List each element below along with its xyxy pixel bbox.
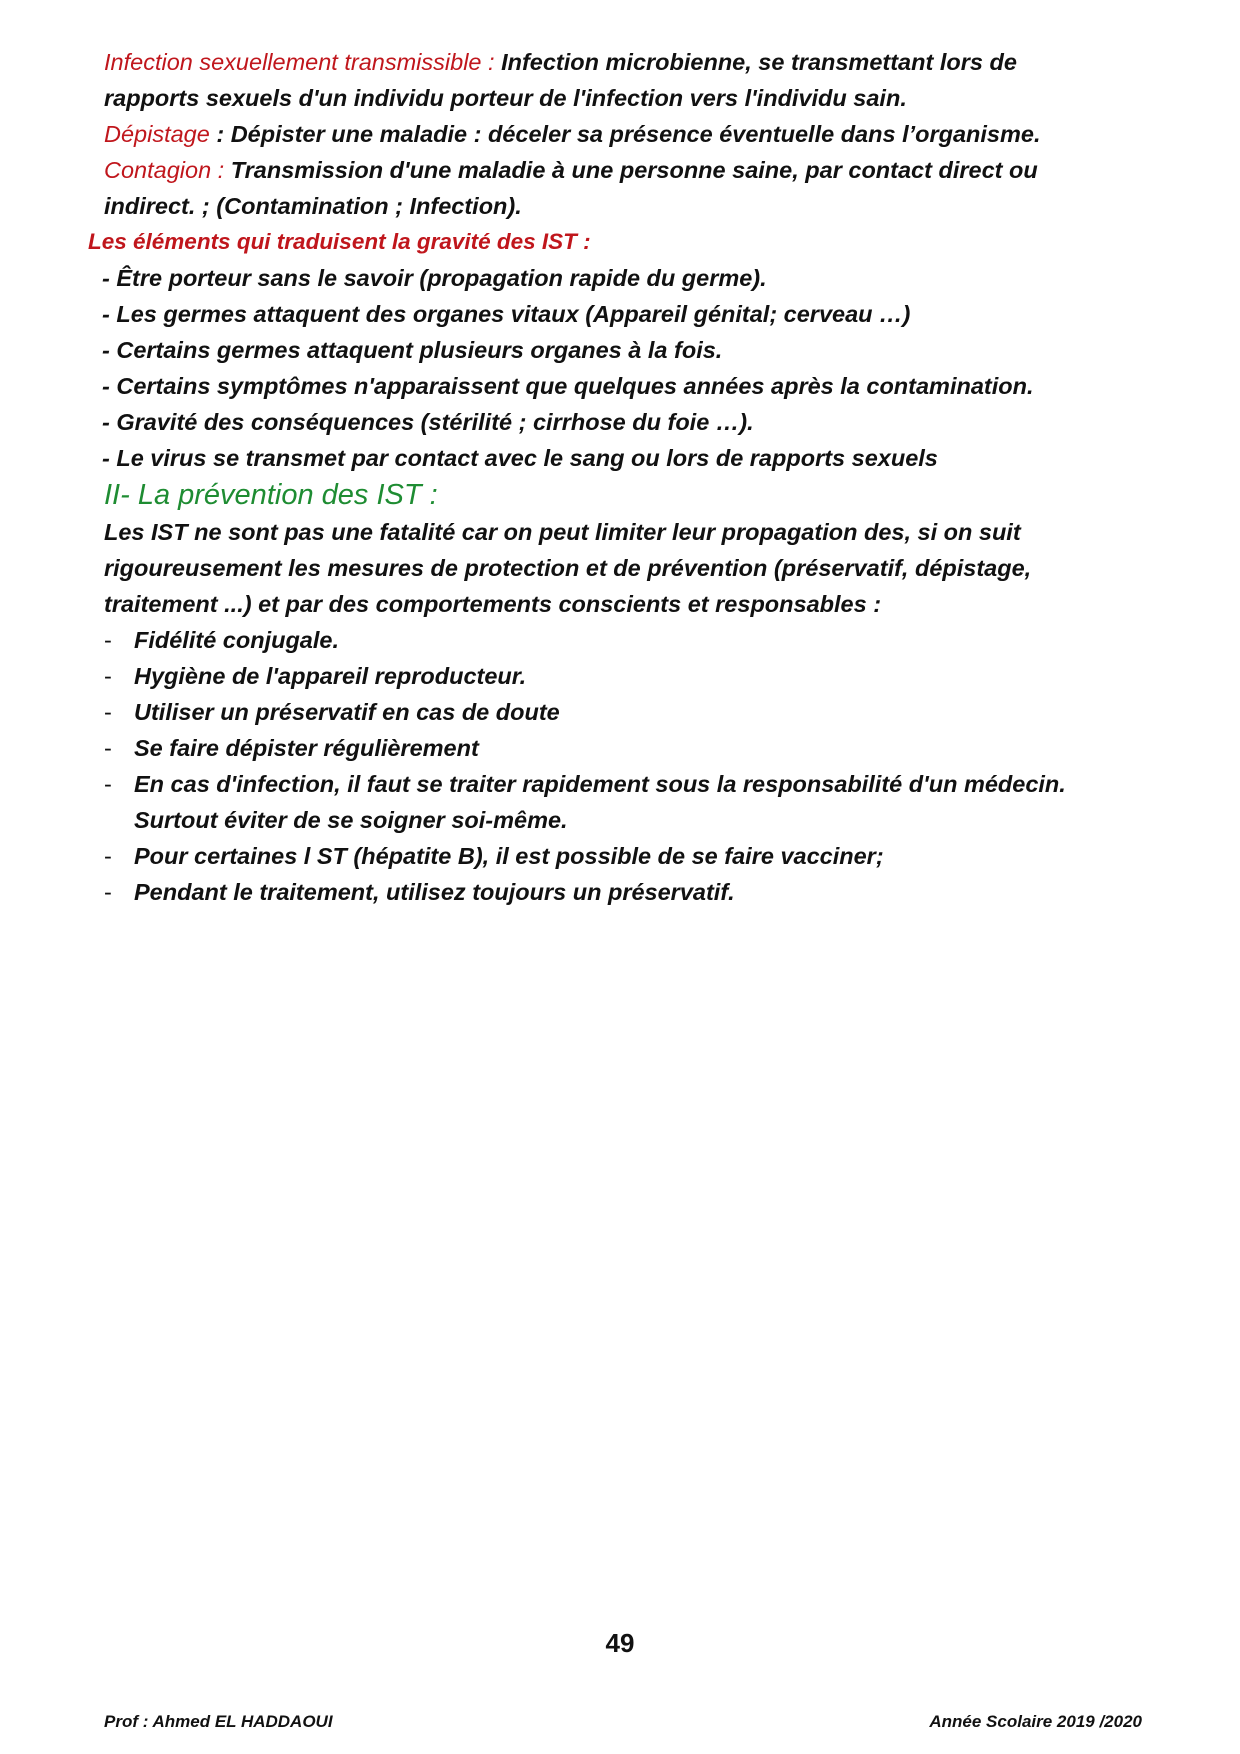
gravite-item: - Certains germes attaquent plusieurs organes à la fois. [102,337,723,363]
definition-text: : Dépister une maladie : déceler sa présence éventuelle dans l’organisme. [209,121,1041,147]
prevention-intro-line: rigoureusement les mesures de protection et de prévention (préservatif, dépistage, [104,555,1032,581]
prevention-item-text: Pendant le traitement, utilisez toujours un préservatif. [134,879,735,905]
footer-author: Prof : Ahmed EL HADDAOUI [104,1712,333,1731]
bullet-dash: - [104,699,112,725]
prevention-item-text: En cas d'infection, il faut se traiter rapidement sous la responsabilité d'un médecin. [134,771,1066,797]
definition-text: Transmission d'une maladie à une personne saine, par contact direct ou [224,157,1038,183]
prevention-item [0,838,1240,874]
prevention-item-text: Hygiène de l'appareil reproducteur. [134,663,527,689]
definition-text: rapports sexuels d'un individu porteur de l'infection vers l'individu sain. [104,85,907,111]
prevention-intro-line: traitement ...) et par des comportements conscients et responsables : [104,591,882,617]
prevention-item-text: Pour certaines l ST (hépatite B), il est possible de se faire vacciner; [134,843,884,869]
prevention-intro-line: Les IST ne sont pas une fatalité car on peut limiter leur propagation des, si on suit [104,519,1021,545]
prevention-item [0,622,1240,658]
prevention-item-text: Fidélité conjugale. [134,627,340,653]
bullet-dash: - [104,735,112,761]
prevention-item [0,694,1240,730]
section-title-prevention: II- La prévention des IST : [104,479,438,511]
prevention-item [0,658,1240,694]
definition-term: Infection sexuellement transmissible : [104,49,495,75]
bullet-dash: - [104,771,112,797]
prevention-item [0,730,1240,766]
bullet-dash: - [104,843,112,869]
footer-school-year: Année Scolaire 2019 /2020 [929,1712,1142,1731]
prevention-item [0,766,1240,802]
gravite-item: - Être porteur sans le savoir (propagation rapide du germe). [102,265,767,291]
bullet-dash: - [104,879,112,905]
page-content [0,44,1240,910]
definition-text: indirect. ; (Contamination ; Infection). [104,193,522,219]
definition-ist [0,44,1240,80]
prevention-item-text: Utiliser un préservatif en cas de doute [134,699,560,725]
definition-term: Contagion : [104,157,225,183]
page-number: 49 [605,1628,635,1658]
definition-contagion-continuation [0,188,1240,224]
prevention-item [0,874,1240,910]
bullet-dash: - [104,663,112,689]
definition-term: Dépistage [104,121,210,147]
gravite-item: - Les germes attaquent des organes vitaux (Appareil génital; cerveau …) [102,301,911,327]
bullet-dash: - [104,627,112,653]
definition-ist-continuation [0,80,1240,116]
definition-text: Infection microbienne, se transmettant lors de [494,49,1017,75]
gravite-item: - Le virus se transmet par contact avec le sang ou lors de rapports sexuels [102,445,938,471]
prevention-item-continuation: Surtout éviter de se soigner soi-même. [134,807,568,833]
definition-contagion [0,152,1240,188]
gravite-heading: Les éléments qui traduisent la gravité des IST : [88,229,591,254]
gravite-item: - Gravité des conséquences (stérilité ; cirrhose du foie …). [102,409,754,435]
definition-depistage [0,116,1240,152]
gravite-item: - Certains symptômes n'apparaissent que quelques années après la contamination. [102,373,1034,399]
prevention-item-text: Se faire dépister régulièrement [134,735,479,761]
